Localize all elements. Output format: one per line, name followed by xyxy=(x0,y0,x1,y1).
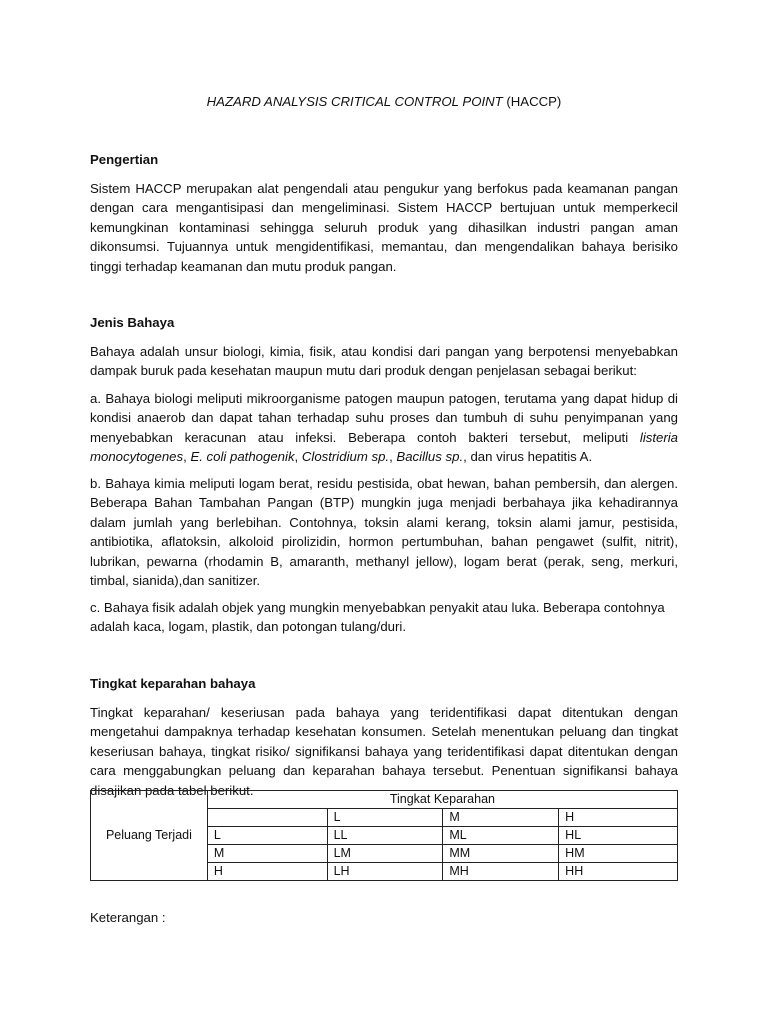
table-cell: MM xyxy=(443,845,559,863)
heading-jenis-bahaya: Jenis Bahaya xyxy=(90,315,175,330)
species-separator: , xyxy=(183,449,191,465)
table-header-row xyxy=(91,791,678,809)
species-separator: , xyxy=(294,449,302,465)
col-header-cell: Tingkat Keparahan xyxy=(207,791,677,809)
row-label: L xyxy=(207,827,327,845)
title-suffix: (HACCP) xyxy=(502,94,562,109)
species-clostridium: Clostridium sp. xyxy=(301,449,390,465)
table-cell: HM xyxy=(559,845,678,863)
species-separator: , xyxy=(389,449,397,465)
biologi-end: , dan virus hepatitis A. xyxy=(463,449,593,465)
title-italic: HAZARD ANALYSIS CRITICAL CONTROL POINT xyxy=(206,94,503,109)
risk-matrix-table xyxy=(90,790,678,881)
para-bahaya-biologi xyxy=(90,389,678,467)
col-label: L xyxy=(327,809,443,827)
table-cell xyxy=(207,809,327,827)
col-label: M xyxy=(443,809,559,827)
species-listeria: listeria monocytogenes xyxy=(90,429,678,465)
table-cell: MH xyxy=(443,863,559,881)
row-label: H xyxy=(207,863,327,881)
para-jenis-intro: Bahaya adalah unsur biologi, kimia, fisik, atau kondisi dari pangan yang berpotensi menyebabkan dampak buruk pada kesehatan maupun mutu dari produk dengan penjelasan sebagai berikut: xyxy=(90,344,678,379)
row-header-cell: Peluang Terjadi xyxy=(91,791,208,881)
table-cell: HL xyxy=(559,827,678,845)
heading-pengertian: Pengertian xyxy=(90,152,159,167)
row-label: M xyxy=(207,845,327,863)
species-bacillus: Bacillus sp. xyxy=(396,449,464,465)
table-cell: LL xyxy=(327,827,443,845)
para-bahaya-fisik: c. Bahaya fisik adalah objek yang mungkin menyebabkan penyakit atau luka. Beberapa contohnya adalah kaca, logam, plastik, dan potongan tulang/duri. xyxy=(90,600,665,635)
document-title xyxy=(90,94,678,109)
table-cell: ML xyxy=(443,827,559,845)
para-pengertian: Sistem HACCP merupakan alat pengendali atau pengukur yang berfokus pada keamanan pangan dengan cara mengantisipasi dan mengeliminasi. Sistem HACCP bertujuan untuk memperkecil kemungkinan kontaminasi sehingga seluruh produk yang dihasilkan industri pangan aman dikonsumsi. Tujuannya untuk mengidentifikasi, memantau, dan mengendalikan bahaya berisiko tinggi terhadap keamanan dan mutu produk pangan. xyxy=(90,181,678,274)
keterangan-label: Keterangan : xyxy=(90,910,166,925)
col-label: H xyxy=(559,809,678,827)
species-ecoli: E. coli pathogenik xyxy=(190,449,295,465)
table-cell: HH xyxy=(559,863,678,881)
table-cell: LM xyxy=(327,845,443,863)
para-bahaya-kimia: b. Bahaya kimia meliputi logam berat, residu pestisida, obat hewan, bahan pembersih, dan alergen. Beberapa Bahan Tambahan Pangan (BTP) mungkin juga menjadi berbahaya jika kehadirannya dalam jumlah yang berlebihan. Contohnya, toksin alami kerang, toksin alami jamur, pestisida, antibiotika, aflatoksin, alkoloid pirolizidin, hormon pertumbuhan, bahan pengawet (sulfit, nitrit), lubrikan, pewarna (rhodamin B, amaranth, methanyl jellow), logam berat (perak, seng, merkuri, timbal, sianida),dan sanitizer. xyxy=(90,476,678,589)
biologi-text: a. Bahaya biologi meliputi mikroorganisme patogen maupun patogen, terutama yang dapat hidup di kondisi anaerob dan dapat tahan terhadap suhu proses dan tumbuh di suhu penyimpanan yang menyebabkan keracunan atau infeksi. Beberapa contoh bakteri tersebut, meliputi xyxy=(90,391,678,445)
para-tingkat-keparahan: Tingkat keparahan/ keseriusan pada bahaya yang teridentifikasi dapat ditentukan dengan mengetahui dampaknya terhadap kesehatan konsumen. Setelah menentukan peluang dan tingkat keseriusan bahaya, tingkat risiko/ signifikansi bahaya yang teridentifikasi dapat ditentukan dengan cara menggabungkan peluang dan keparahan bahaya tersebut. Penentuan signifikansi bahaya disajikan pada tabel berikut. xyxy=(90,705,678,798)
table-cell: LH xyxy=(327,863,443,881)
heading-tingkat-keparahan: Tingkat keparahan bahaya xyxy=(90,676,256,691)
